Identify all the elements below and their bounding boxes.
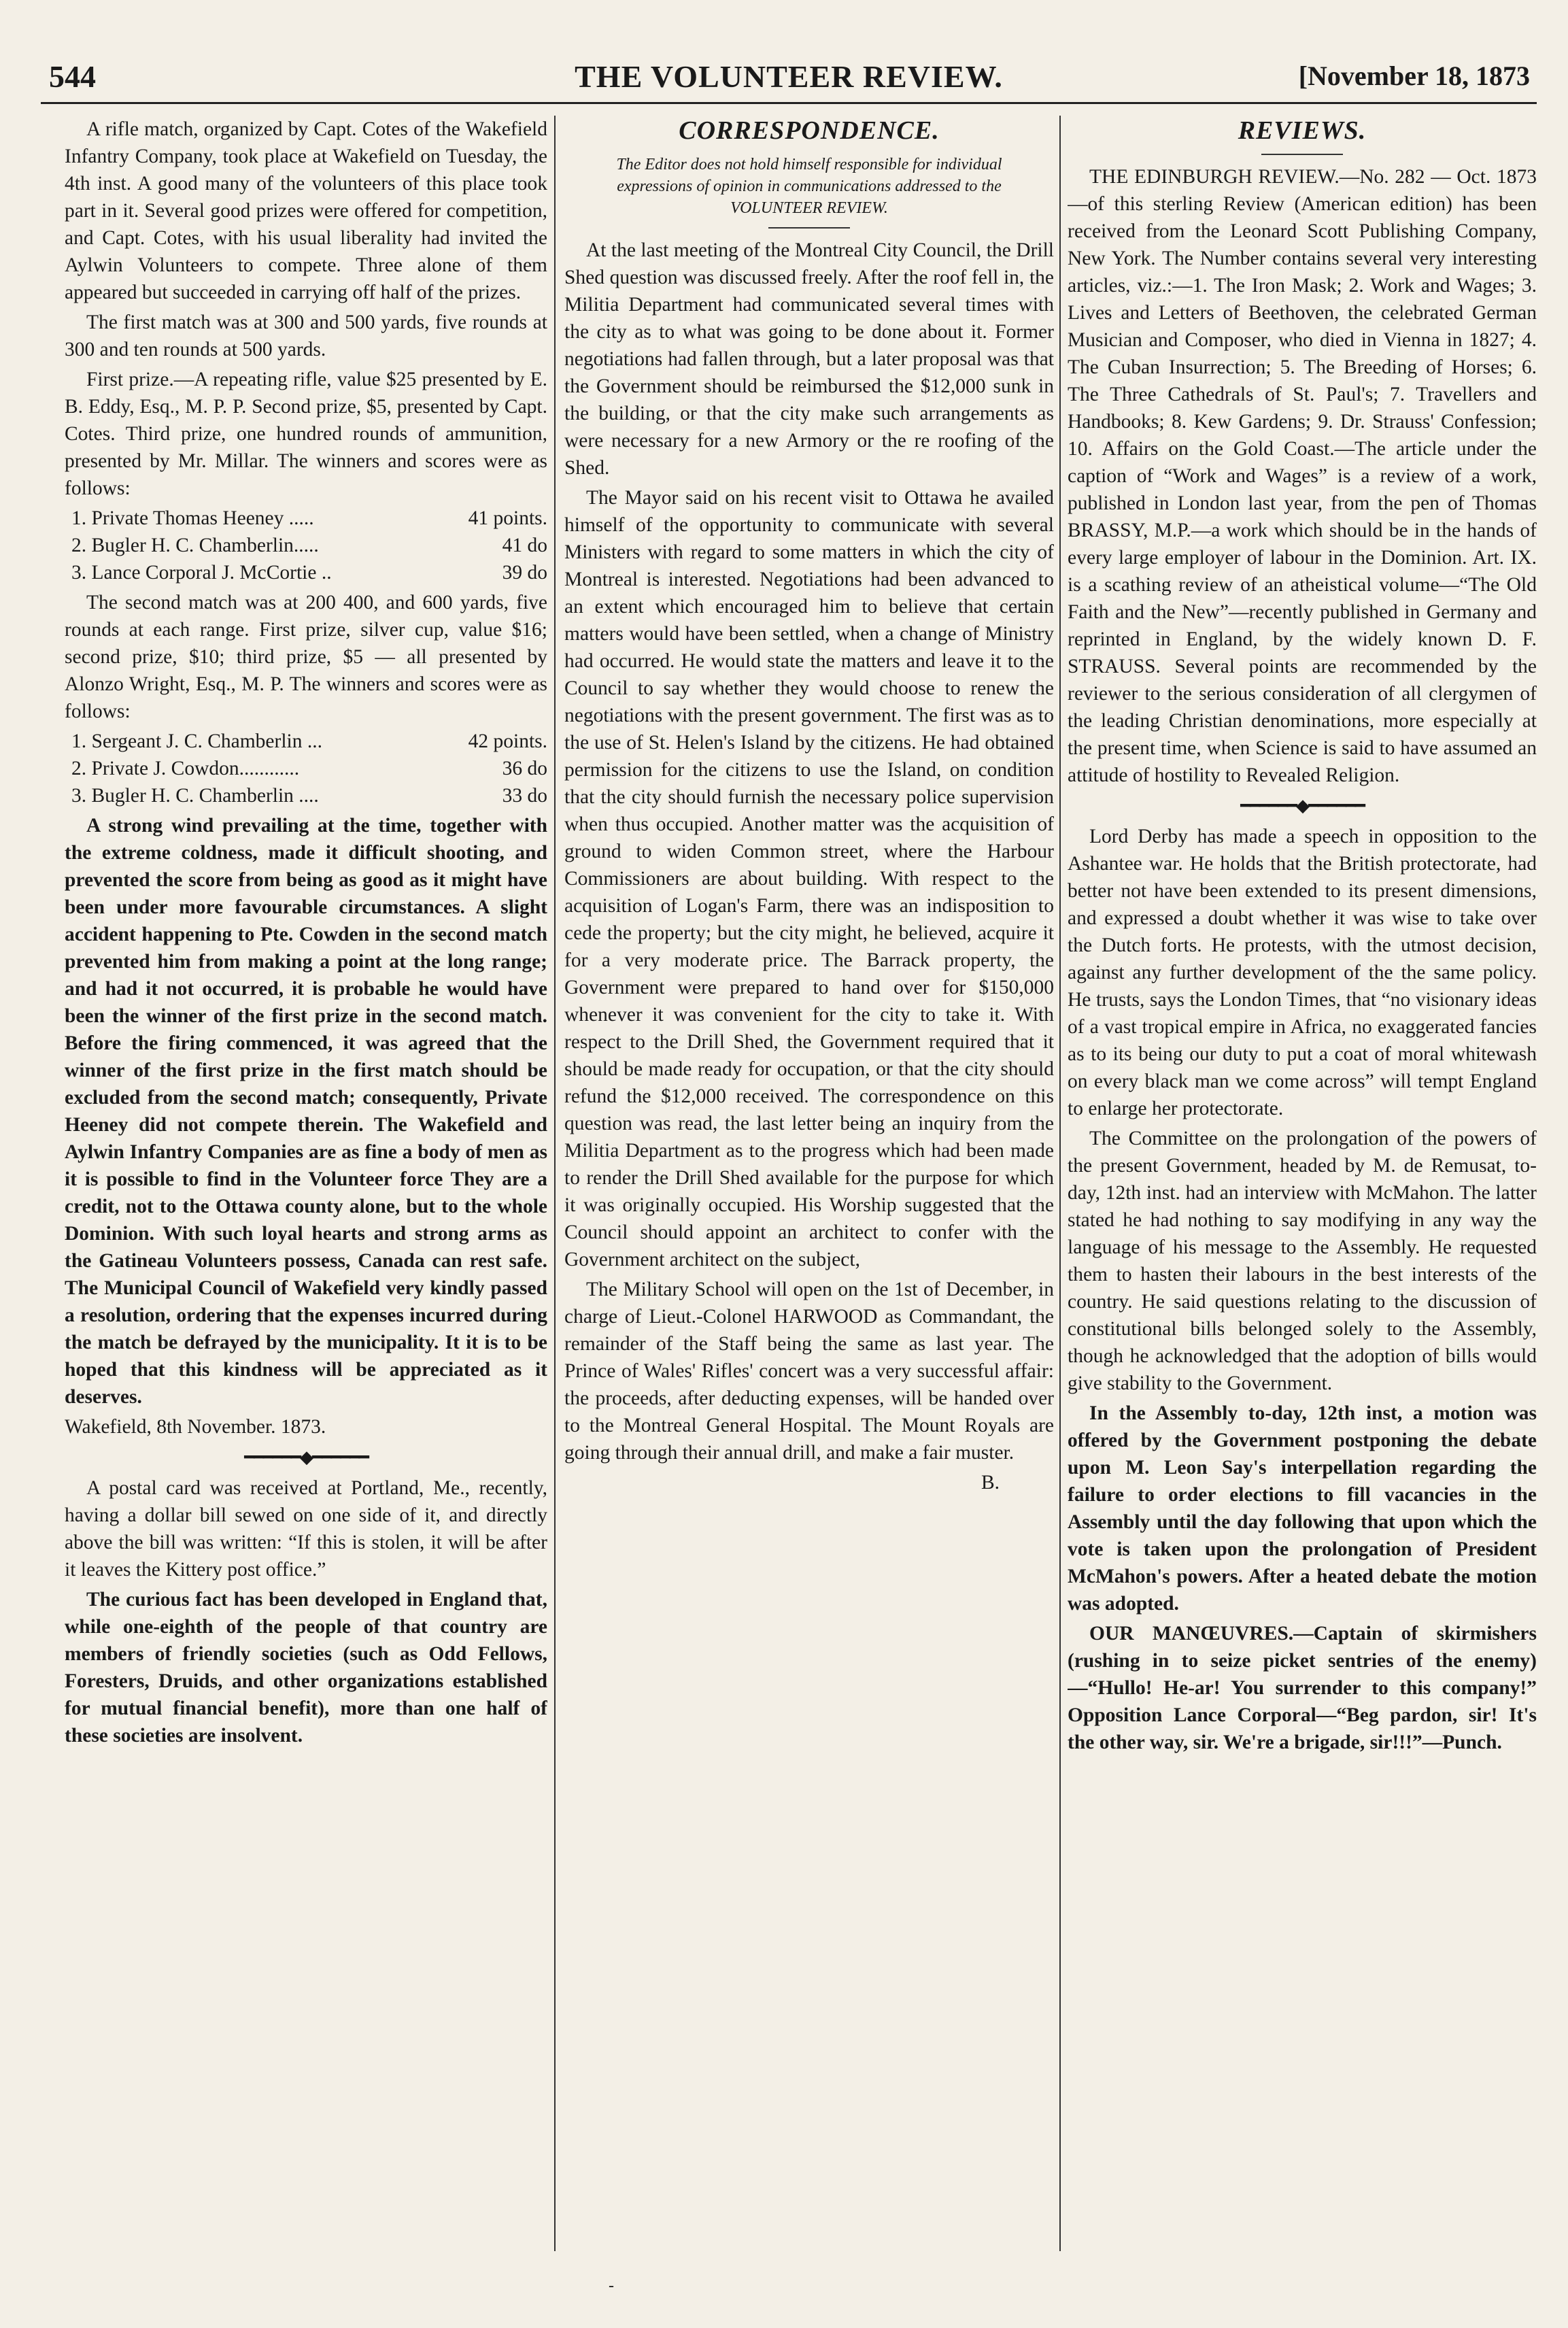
article-paragraph: The Military School will open on the 1st of December, in charge of Lieut.-Colonel HARWOOD as Commandant, the remainder of the Staff being the same as last year. The Prince of Wales' Rifles' concert was a very successful affair: the proceeds, after deducting expenses, will be handed over to the Montreal General Hospital. The Mount Royals are going through their annual drill, and make a fair muster. [564, 1279, 1054, 1464]
article-paragraph: A strong wind prevailing at the time, together with the extreme coldness, made it difficult shooting, and prevented the score from being as good as it might have been under more favourable circumstances. A slight accident happening to Pte. Cowden in the second match prevented him from making a point at the long range; and had it not occurred, it is probable he would have been the winner of the first prize in the second match. Before the firing commenced, it was agreed that the winner of the first prize in the first match should be excluded from the second match; consequently, Private Heeney did not compete therein. The Wakefield and Aylwin Infantry Companies are as fine a body of men as it is possible to find in the Volunteer force They are a credit, not to the Ottawa county alone, but to the whole Dominion. With such loyal hearts and strong arms as the Gatineau Volunteers possess, Canada can rest safe. The Municipal Council of Wakefield very kindly passed a resolution, ordering that the expenses incurred during the match be defrayed by the municipality. It it is to be hoped that this kindness will be appreciated as it deserves. [65, 815, 547, 1408]
divider [768, 227, 850, 229]
issue-date: [November 18, 1873 [1298, 61, 1530, 91]
article-paragraph: A postal card was received at Portland, Me., recently, having a dollar bill sewed on one side of it, and directly above the bill was written: “If this is stolen, it will be after it leaves the Kittery post office.” [65, 1477, 547, 1581]
list-item: 3. Bugler H. C. Chamberlin .... 33 do [71, 785, 547, 807]
footer-mark: - [609, 2277, 614, 2295]
column-left [65, 116, 547, 2244]
column-divider [1059, 116, 1061, 2251]
masthead-title: THE VOLUNTEER REVIEW. [575, 59, 1003, 94]
list-item: 1. Sergeant J. C. Chamberlin ... 42 points. [71, 730, 547, 752]
ornamental-divider: ━━━━━━◆━━━━━━ [244, 1447, 368, 1467]
page-header [41, 54, 1537, 104]
editor-disclaimer: The Editor does not hold himself responsible for individual expressions of opinion in communications addressed to the VOLUNTEER REVIEW. [616, 156, 1002, 217]
article-paragraph: The curious fact has been developed in England that, while one-eighth of the people of that country are members of friendly societies (such as Odd Fellows, Foresters, Druids, and other organizations established for mutual financial benefit), more than one half of these societies are insolvent. [65, 1589, 547, 1747]
ornamental-divider: ━━━━━━◆━━━━━━ [1240, 796, 1364, 815]
article-paragraph: Lord Derby has made a speech in opposition to the Ashantee war. He holds that the British protectorate, had better not have been extended to its present dimensions, and expressed a doubt whether it was wise to take over the Dutch forts. He protests, with the utmost decision, against any further development of the the same policy. He trusts, says the London Times, that “no visionary ideas of a vast tropical empire in Africa, no exaggerated fancies as to its being our duty to put a coat of moral whitewash on every black man we come across” will tempt England to enlarge her protectorate. [1068, 826, 1537, 1119]
prize-list-second-match [71, 728, 547, 809]
section-title: CORRESPONDENCE. [679, 116, 940, 145]
signature: B. [981, 1472, 1000, 1494]
list-item: 2. Private J. Cowdon............ 36 do [71, 758, 547, 779]
article-paragraph: At the last meeting of the Montreal City Council, the Drill Shed question was discussed freely. After the roof fell in, the Militia Department had communicated several times with the city as to what was going to be done about it. Former negotiations had fallen through, but a later proposal was that the Government should be reimbursed the $12,000 sunk in the building, or that the city make such arrangements as were necessary for a new Armory or the re roofing of the Shed. [564, 239, 1054, 479]
column-right [1068, 116, 1537, 2244]
list-item: 2. Bugler H. C. Chamberlin..... 41 do [71, 535, 547, 556]
dateline: Wakefield, 8th November. 1873. [65, 1416, 326, 1438]
article-paragraph: First prize.—A repeating rifle, value $25 presented by E. B. Eddy, Esq., M. P. P. Second prize, $5, presented by Capt. Cotes. Third prize, one hundred rounds of ammunition, presented by Mr. Millar. The winners and scores were as follows: [65, 369, 547, 499]
article-paragraph: In the Assembly to-day, 12th inst, a motion was offered by the Government postponing the debate upon M. Leon Say's interpellation regarding the failure to order elections to fill vacancies in the Assembly until the day following that upon which the vote is taken upon the prolongation of President McMahon's powers. After a heated debate the motion was adopted. [1068, 1402, 1537, 1615]
article-paragraph: The second match was at 200 400, and 600 yards, five rounds at each range. First prize, silver cup, value $16; second prize, $10; third prize, $5 — all presented by Alonzo Wright, Esq., M. P. The winners and scores were as follows: [65, 592, 547, 722]
section-title: REVIEWS. [1238, 116, 1367, 145]
article-paragraph: The Mayor said on his recent visit to Ottawa he availed himself of the opportunity to communicate with several Ministers with regard to some matters in which the city of Montreal is interested. Negotiations had been advanced to an extent which encouraged him to believe that certain matters would have been settled, when a change of Ministry had occurred. He would state the matters and leave it to the Council to say whether they would choose to renew the negotiations with the present government. The first was as to the use of St. Helen's Island by the citizens. He had obtained permission for the citizens to use the Island, on condition that the city should furnish the necessary police supervision when thus occupied. Another matter was the acquisition of ground to widen Common street, where the Harbour Commissioners are about building. With respect to the acquisition of Logan's Farm, there was an indisposition to cede the property; but the city might, he believed, acquire it for a very moderate price. The Barrack property, the Government were prepared to hand over for $150,000 whenever it was convenient for the city to take it. With respect to the Drill Shed, the Government required that it should be made ready for occupation, or that the city should refund the $12,000 received. The correspondence on this question was read, the last letter being an inquiry from the Militia Department as to the progress which had been made to render the Drill Shed available for the purpose for which it was originally occupied. His Worship suggested that the Council should appoint an architect to confer with the Government architect on the subject, [564, 487, 1054, 1270]
column-center [564, 116, 1054, 2244]
prize-list-first-match [71, 505, 547, 586]
list-item: 3. Lance Corporal J. McCortie .. 39 do [71, 562, 547, 584]
article-paragraph: A rifle match, organized by Capt. Cotes of the Wakefield Infantry Company, took place at Wakefield on Tuesday, the 4th inst. A good many of the volunteers of this place took part in it. Several good prizes were offered for competition, and Capt. Cotes, with his usual liberality had invited the Aylwin Volunteers to compete. Three alone of them appeared but succeeded in carrying off half of the prizes. [65, 118, 547, 303]
column-divider [554, 116, 556, 2251]
page-number: 544 [49, 59, 96, 94]
divider [1261, 154, 1343, 155]
article-paragraph: The Committee on the prolongation of the powers of the present Government, headed by M. de Remusat, to-day, 12th inst. had an interview with McMahon. The latter stated he had nothing to say modifying in any way the language of his message to the Assembly. He requested them to hasten their labours in the best interests of the country. He said questions relating to the discussion of constitutional bills belonged solely to the Assembly, though he acknowledged that the adoption of bills would give stability to the Government. [1068, 1128, 1537, 1394]
article-paragraph: OUR MANŒUVRES.—Captain of skirmishers (rushing in to seize picket sentries of the enemy)—“Hullo! He-ar! You surrender to this company!” Opposition Lance Corporal—“Beg pardon, sir! It's the other way, sir. We're a brigade, sir!!!”—Punch. [1068, 1623, 1537, 1753]
list-item: 1. Private Thomas Heeney ..... 41 points. [71, 507, 547, 529]
article-paragraph: THE EDINBURGH REVIEW.—No. 282 — Oct. 1873—of this sterling Review (American edition) has been received from the Leonard Scott Publishing Company, New York. The Number contains several very interesting articles, viz.:—1. The Iron Mask; 2. Work and Wages; 3. Lives and Letters of Beethoven, the celebrated German Musician and Composer, who died in Vienna in 1827; 4. The Cuban Insurrection; 5. The Breeding of Horses; 6. The Three Cathedrals of St. Paul's; 7. Travellers and Handbooks; 8. Kew Gardens; 9. Dr. Strauss' Confession; 10. Affairs on the Gold Coast.—The article under the caption of “Work and Wages” is a review of a work, published in London last year, from the pen of Thomas BRASSY, M.P.—a work which should be in the hands of every large employer of labour in the Dominion. Art. IX. is a scathing review of an atheistical volume—“The Old Faith and the New”—recently published in Germany and reprinted in England, by the widely known D. F. STRAUSS. Several points are recommended by the reviewer to the serious consideration of all clergymen of the leading Christian denominations, more especially at the present time, when Science is said to have assumed an attitude of hostility to Revealed Religion. [1068, 166, 1537, 786]
article-paragraph: The first match was at 300 and 500 yards, five rounds at 300 and ten rounds at 500 yards. [65, 311, 547, 360]
